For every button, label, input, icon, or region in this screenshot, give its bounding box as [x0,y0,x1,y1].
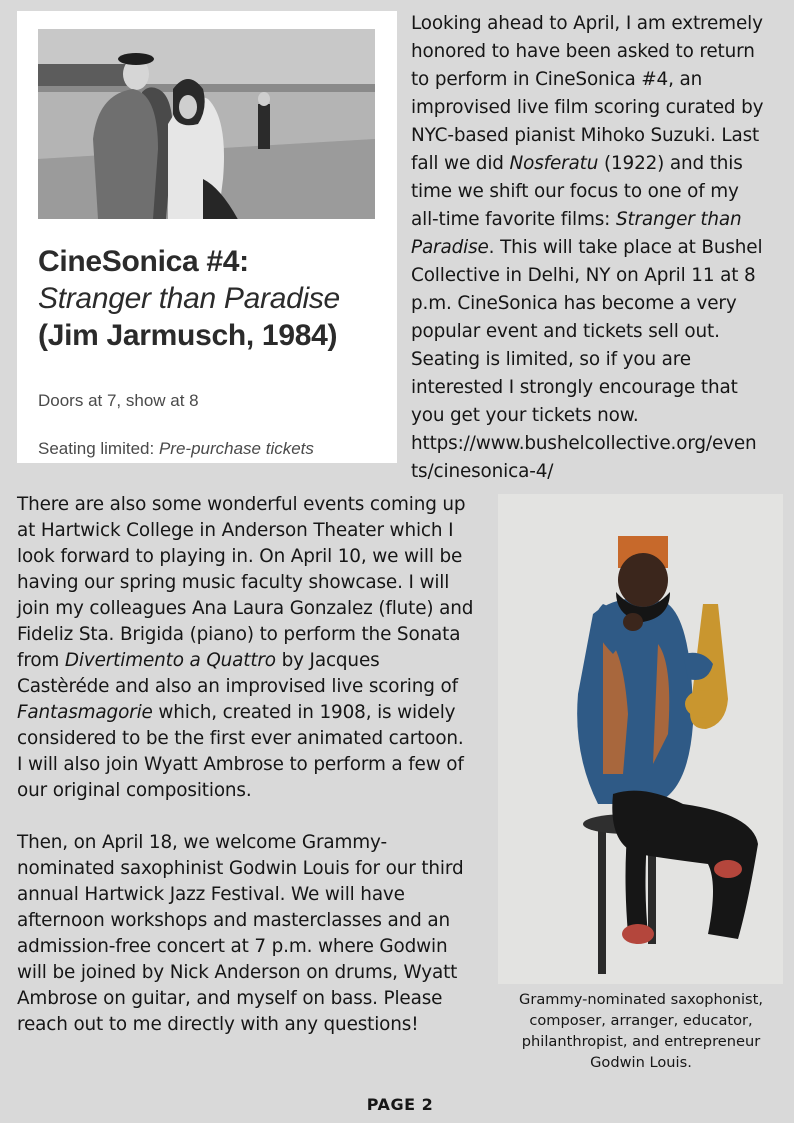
hartwick-line [17,518,497,544]
jazz-line [17,1012,497,1038]
text-run: interested I strongly encourage that [411,377,738,398]
intro-line [411,318,789,346]
jazz-line [17,856,497,882]
text-run: Fideliz Sta. Brigida (piano) to perform the Sonata [17,624,461,645]
text-run: reach out to me directly with any questions! [17,1014,419,1035]
intro-line [411,458,789,486]
intro-line [411,122,789,150]
ticket-url-link[interactable]: https://www.bushelcollective.org/even [411,433,757,454]
jazz-line [17,960,497,986]
intro-line [411,290,789,318]
intro-line [411,178,789,206]
film-still-photo [38,29,375,219]
text-run: NYC-based pianist Mihoko Suzuki. Last [411,125,760,146]
text-run: (1922) and this [598,153,743,174]
intro-line [411,234,789,262]
text-run: popular event and tickets sell out. [411,321,720,342]
text-run: from [17,650,65,671]
intro-line [411,430,789,458]
caption-line: Grammy-nominated saxophonist, [519,991,763,1008]
hartwick-paragraph [17,492,497,804]
jazz-line [17,830,497,856]
event-doors-time: Doors at 7, show at 8 [38,391,199,410]
hartwick-line [17,492,497,518]
event-title [38,243,388,354]
intro-line [411,374,789,402]
text-run: having our spring music faculty showcase. I will [17,572,450,593]
intro-line [411,206,789,234]
text-run: Ambrose on guitar, and myself on bass. Please [17,988,443,1009]
caption-line: philanthropist, and entrepreneur [521,1033,761,1050]
text-run: ts/cinesonica-4/ [411,461,554,482]
intro-line [411,402,789,430]
text-run: Seating is limited, so if you are [411,349,691,370]
hartwick-line [17,648,497,674]
text-run: our original compositions. [17,780,252,801]
text-run: Castèréde and also an improvised live scoring of [17,676,458,697]
jazz-line [17,934,497,960]
intro-paragraph [411,10,789,486]
text-run: look forward to playing in. On April 10, we will be [17,546,463,567]
text-run: admission-free concert at 7 p.m. where Godwin [17,936,448,957]
text-run: p.m. CineSonica has become a very [411,293,737,314]
text-run: all-time favorite films: [411,209,616,230]
italic-title: Paradise [411,237,489,258]
jazz-festival-paragraph [17,830,497,1038]
italic-title: Stranger than [615,209,742,230]
text-run: Collective in Delhi, NY on April 11 at 8 [411,265,756,286]
text-run: will be joined by Nick Anderson on drums, Wyatt [17,962,458,983]
hartwick-line [17,778,497,804]
italic-title: Nosferatu [509,153,599,174]
jazz-line [17,908,497,934]
page-number: PAGE 2 [366,1095,434,1114]
godwin-louis-photo [498,494,783,984]
caption-line: composer, arranger, educator, [529,1012,753,1029]
text-run: nominated saxophinist Godwin Louis for our third [17,858,464,879]
text-run: Then, on April 18, we welcome Grammy- [17,832,387,853]
caption-line: Godwin Louis. [590,1054,692,1071]
intro-line [411,346,789,374]
text-run: There are also some wonderful events coming up [17,494,466,515]
event-title-director: (Jim Jarmusch, 1984) [38,319,338,352]
italic-title: Fantasmagorie [17,702,153,723]
italic-title: Divertimento a Quattro [64,650,276,671]
hartwick-line [17,570,497,596]
text-run: Looking ahead to April, I am extremely [411,13,763,34]
text-run: by Jacques [275,650,380,671]
body-column [17,492,497,1038]
intro-line [411,262,789,290]
text-run: fall we did [411,153,510,174]
hartwick-line [17,544,497,570]
event-card [17,11,397,463]
text-run: afternoon workshops and masterclasses and an [17,910,450,931]
paragraph-gap [17,804,497,830]
text-run: honored to have been asked to return [411,41,755,62]
intro-line [411,10,789,38]
jazz-line [17,882,497,908]
hartwick-line [17,752,497,778]
text-run: which, created in 1908, is widely [152,702,456,723]
intro-line [411,38,789,66]
seating-label: Seating limited: [38,439,159,458]
text-run: . This will take place at Bushel [488,237,763,258]
text-run: time we shift our focus to one of my [411,181,739,202]
hartwick-line [17,726,497,752]
pre-purchase-link[interactable]: Pre-purchase tickets [158,439,314,458]
intro-line [411,150,789,178]
jazz-line [17,986,497,1012]
event-title-film: Stranger than Paradise [38,282,340,315]
hartwick-line [17,674,497,700]
hartwick-line [17,700,497,726]
text-run: at Hartwick College in Anderson Theater which I [17,520,454,541]
intro-line [411,66,789,94]
text-run: improvised live film scoring curated by [411,97,764,118]
intro-line [411,94,789,122]
text-run: I will also join Wyatt Ambrose to perform a few of [17,754,464,775]
hartwick-line [17,596,497,622]
event-title-line-1: CineSonica #4: [38,245,249,278]
text-run: join my colleagues Ana Laura Gonzalez (flute) and [17,598,474,619]
event-seating [38,439,314,459]
text-run: you get your tickets now. [411,405,639,426]
photo-caption [500,989,782,1073]
text-run: considered to be the first ever animated cartoon. [17,728,464,749]
hartwick-line [17,622,497,648]
text-run: annual Hartwick Jazz Festival. We will have [17,884,405,905]
text-run: to perform in CineSonica #4, an [411,69,703,90]
